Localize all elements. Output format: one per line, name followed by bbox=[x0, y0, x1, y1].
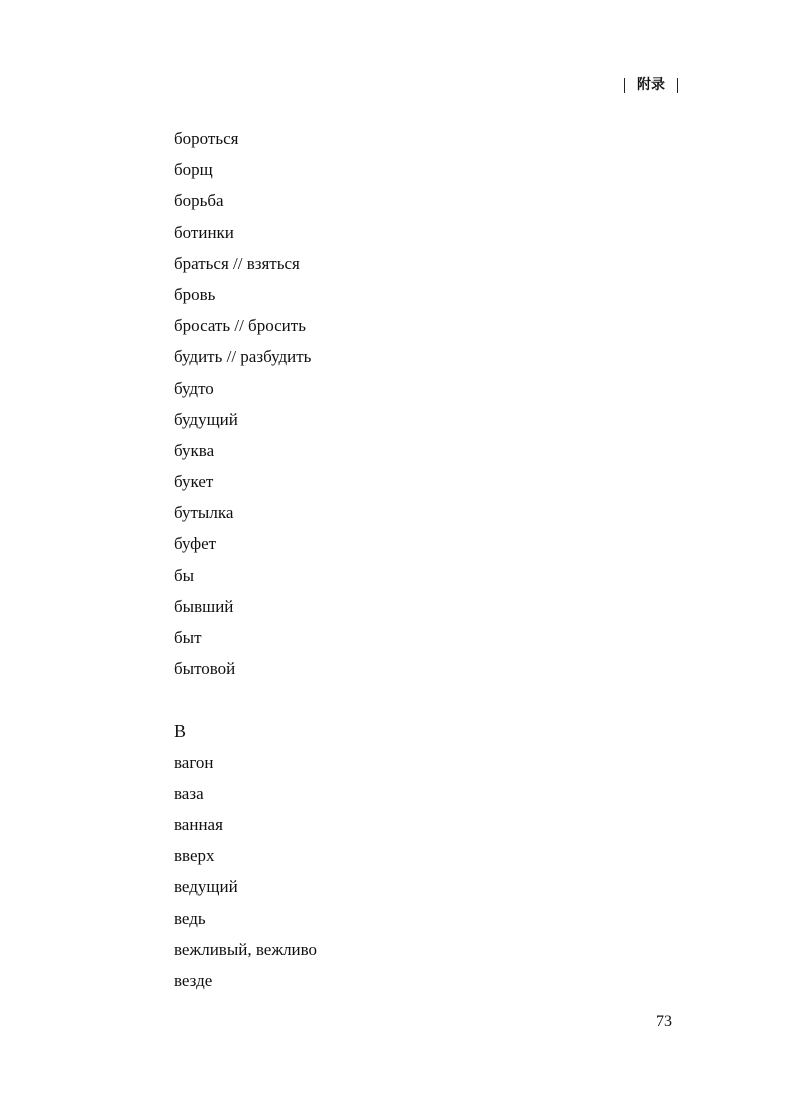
word-item: борщ bbox=[174, 160, 213, 180]
word-item: вагон bbox=[174, 752, 214, 772]
word-item: буква bbox=[174, 440, 215, 460]
letter-heading: В bbox=[174, 721, 187, 742]
word-item: бровь bbox=[174, 284, 216, 304]
word-item: бутылка bbox=[174, 503, 234, 523]
word-item: бывший bbox=[174, 596, 234, 616]
word-item: бы bbox=[174, 565, 195, 585]
section-title: 附录 bbox=[637, 77, 665, 93]
running-header bbox=[624, 75, 678, 95]
word-item: бороться bbox=[174, 129, 239, 148]
word-item: ванная bbox=[174, 814, 223, 834]
word-item: ведь bbox=[174, 908, 206, 928]
page-number: 73 bbox=[656, 1013, 672, 1030]
word-item: букет bbox=[174, 472, 214, 492]
word-item: ботинки bbox=[174, 222, 234, 242]
word-item: бросать // бросить bbox=[174, 316, 306, 336]
word-item: бытовой bbox=[174, 659, 236, 679]
word-item: будить // разбудить bbox=[174, 347, 312, 367]
header-divider-right bbox=[677, 78, 678, 93]
word-item: везде bbox=[174, 970, 213, 990]
word-item: будто bbox=[174, 378, 214, 398]
word-item: вежливый, вежливо bbox=[174, 939, 318, 959]
word-item: борьба bbox=[174, 191, 224, 211]
word-item: браться // взяться bbox=[174, 253, 300, 273]
word-item: ваза bbox=[174, 783, 204, 803]
vocabulary-list bbox=[174, 127, 317, 1000]
word-item: быт bbox=[174, 628, 202, 647]
word-item: ведущий bbox=[174, 877, 238, 897]
word-item: буфет bbox=[174, 534, 217, 554]
word-item: вверх bbox=[174, 846, 215, 866]
word-item: будущий bbox=[174, 409, 238, 429]
